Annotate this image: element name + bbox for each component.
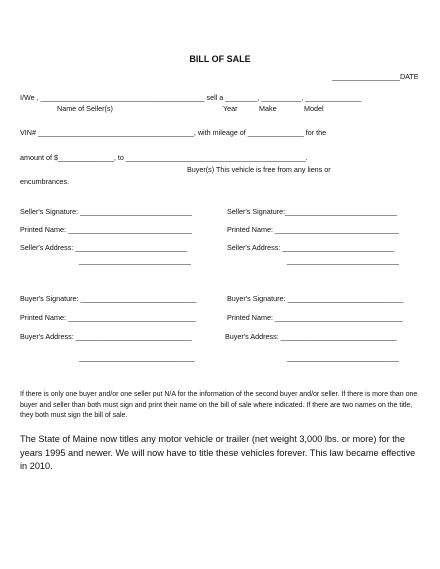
signing-instructions: If there is only one buyer and/or one seller put N/A for the information of the second buyer and/or seller. If there is more than one buyer and seller than both must sign and print their name on the bill of sale where indicated. If there are two names on the title, they both must sign the bill of sale. — [20, 391, 418, 419]
seller2-address-line: Seller's Address: ____________________________ — [227, 243, 395, 252]
name-of-sellers-label: Name of Seller(s) — [57, 104, 113, 113]
buyer1-address-line2: _____________________________ — [79, 353, 195, 362]
amount-row: amount of $______________, to _____________________________________________. — [20, 153, 308, 162]
buyer2-address-line2: ____________________________ — [287, 353, 399, 362]
buyer1-address-line: Buyer's Address: _____________________________ — [20, 332, 192, 341]
document-title: BILL OF SALE — [189, 54, 251, 64]
buyer1-printed-name-line: Printed Name: ________________________________ — [20, 313, 196, 322]
buyer2-signature-line: Buyer's Signature: _____________________________ — [227, 294, 404, 303]
seller2-address-line2: ____________________________ — [287, 256, 399, 265]
buyer2-printed-name-line: Printed Name: ________________________________ — [227, 313, 403, 322]
model-label: Model — [304, 104, 324, 113]
buyer-lien-statement: Buyer(s) This vehicle is free from any liens or — [187, 165, 331, 174]
seller2-printed-name-line: Printed Name: _______________________________ — [227, 225, 399, 234]
seller1-address-line2: ____________________________ — [79, 256, 191, 265]
seller1-signature-line: Seller's Signature: ____________________________ — [20, 207, 193, 216]
seller1-printed-name-line: Printed Name: _______________________________ — [20, 225, 192, 234]
vin-mileage-row: VIN# _______________________________________, with mileage of ______________ for the — [20, 128, 327, 137]
date-line: _________________DATE — [332, 72, 419, 81]
maine-title-law-note: The State of Maine now titles any motor vehicle or trailer (net weight 3,000 lbs. or more) for the years 1995 and newer. We will now have to title these vehicles forever. This law became effective in 2010. — [20, 434, 416, 471]
buyer2-address-line: Buyer's Address: _____________________________ — [225, 332, 397, 341]
year-label: Year — [223, 104, 238, 113]
encumbrances-text: encumbrances. — [20, 177, 70, 186]
seller1-address-line: Seller's Address: ____________________________ — [20, 243, 188, 252]
seller2-signature-line: Seller's Signature:____________________________ — [227, 207, 398, 216]
seller-sell-row: I/We , _________________________________________ sell a ________, __________, ______________ — [20, 93, 362, 102]
buyer1-signature-line: Buyer's Signature: _____________________________ — [20, 294, 197, 303]
make-label: Make — [259, 104, 277, 113]
